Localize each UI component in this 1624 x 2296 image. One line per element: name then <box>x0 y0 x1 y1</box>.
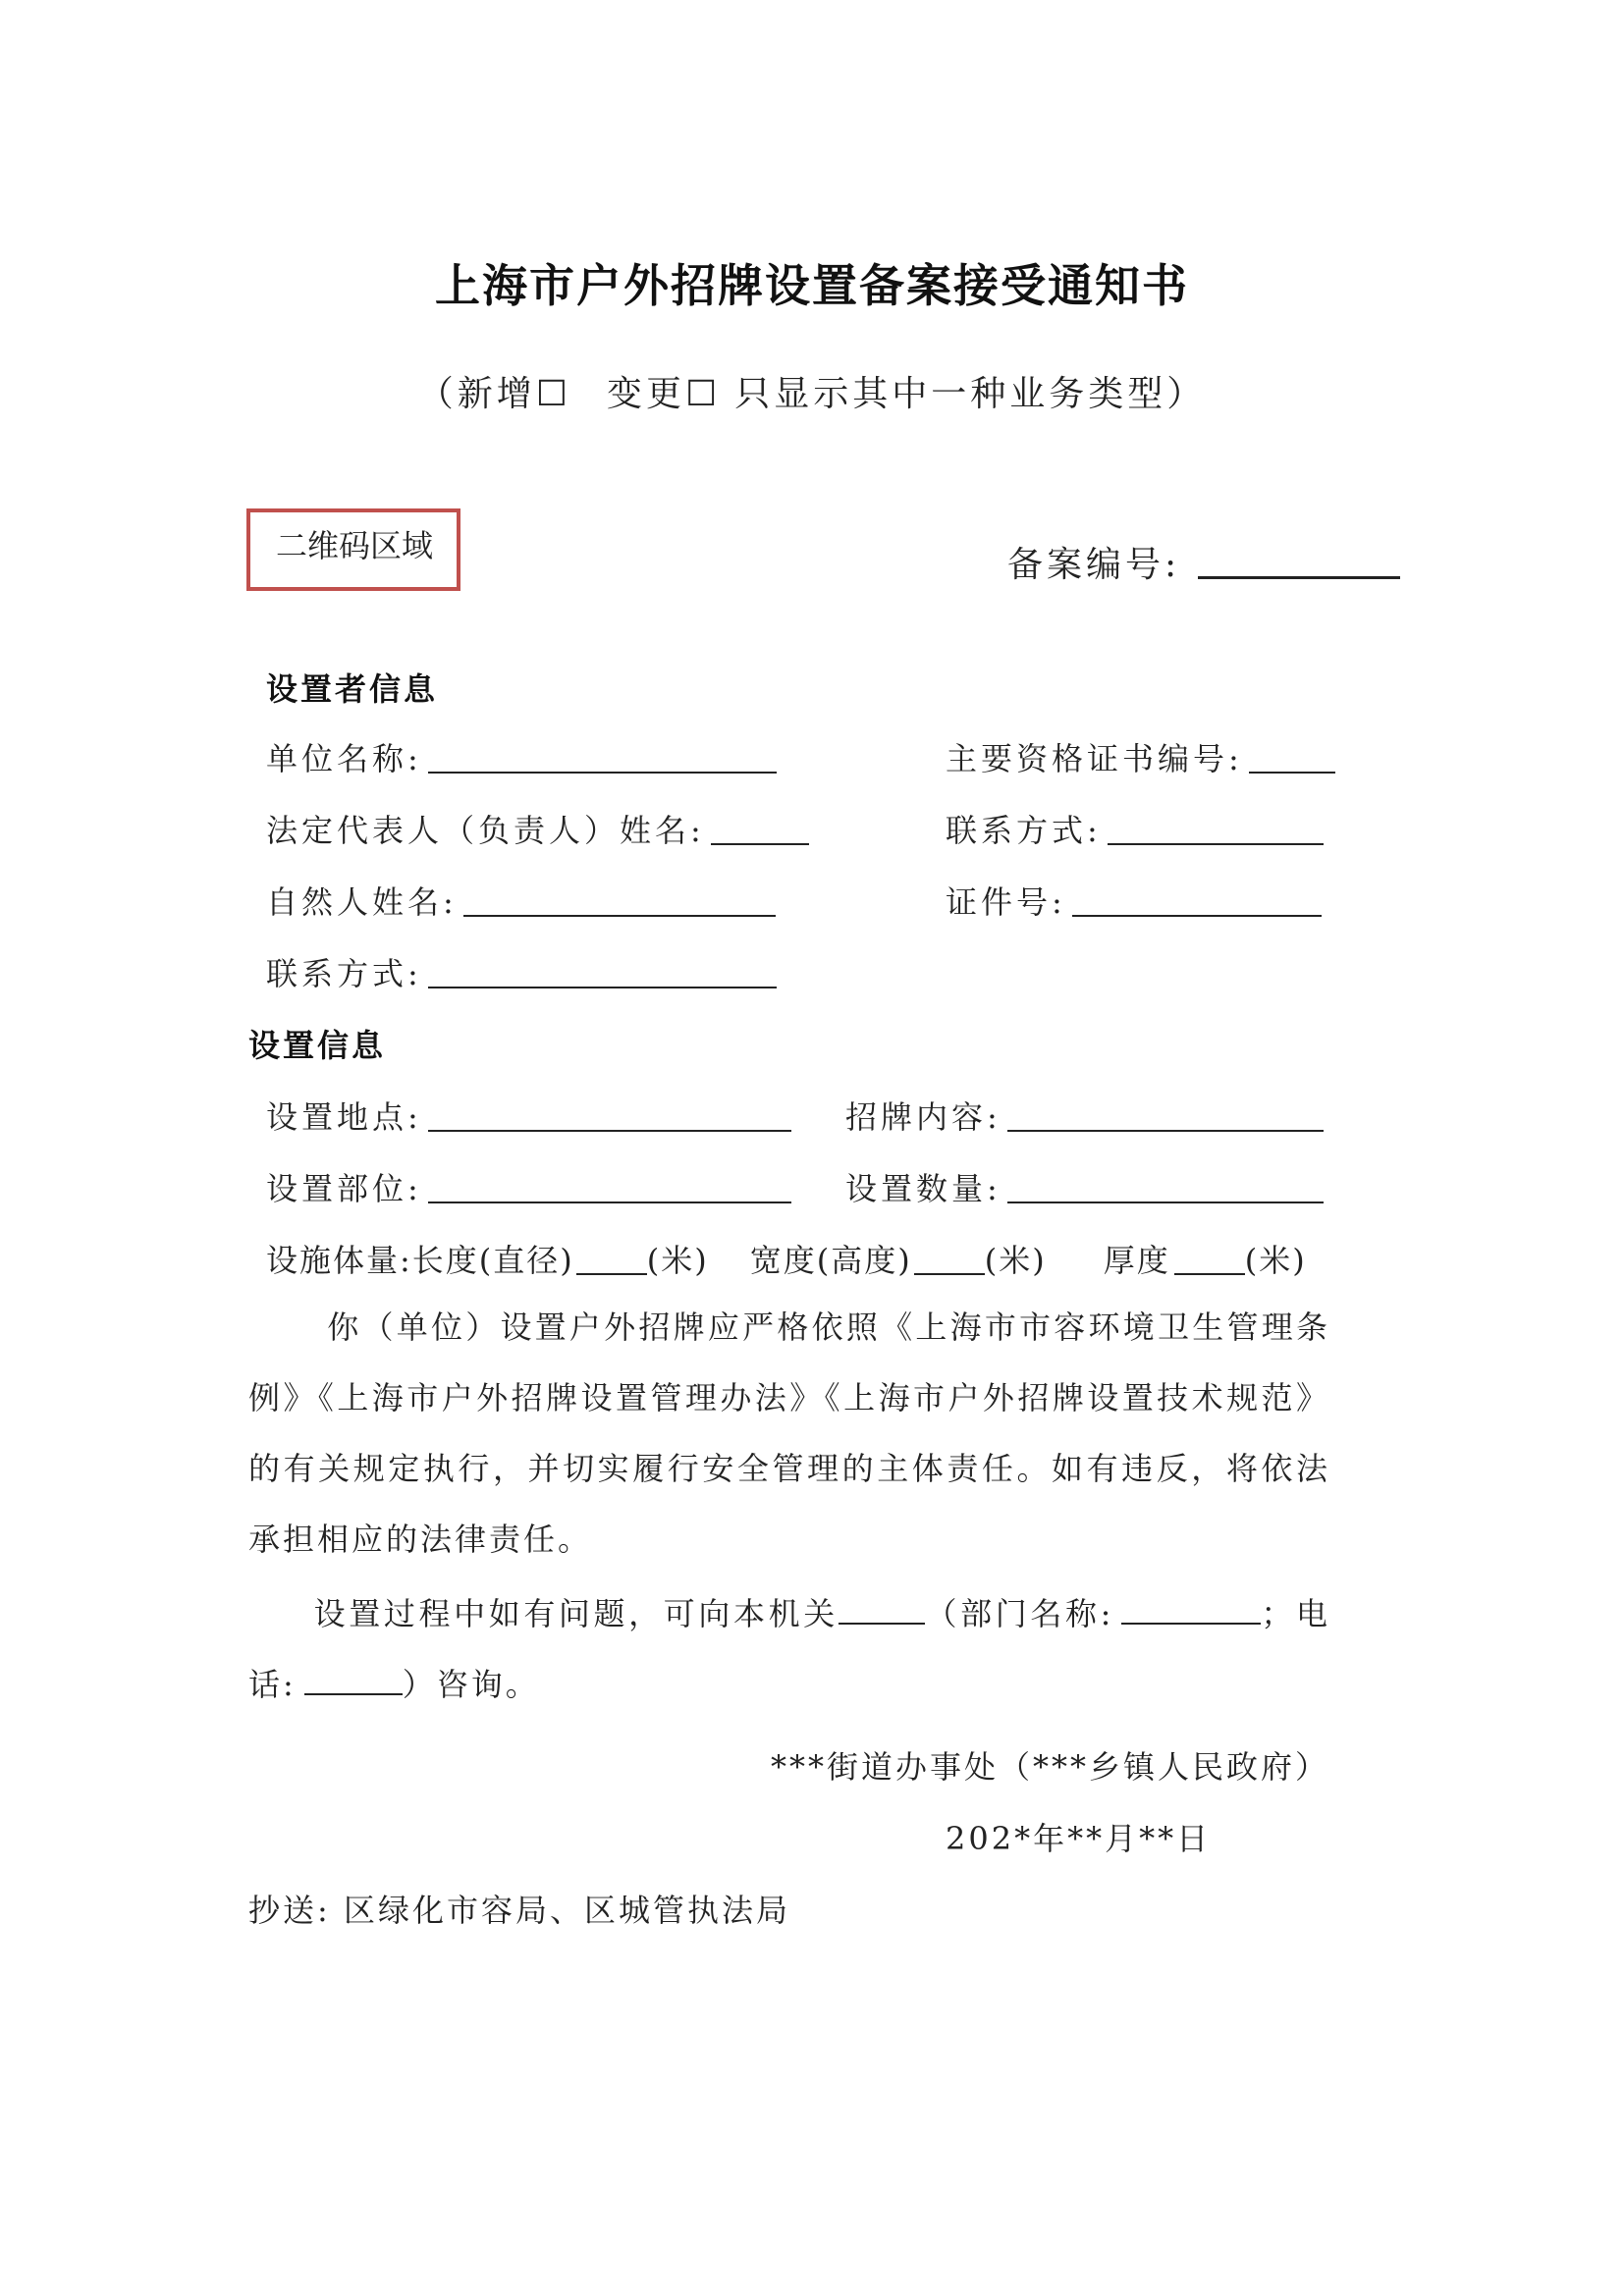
business-type-line <box>0 366 1624 416</box>
compliance-paragraph <box>248 1292 1330 1575</box>
contact-field-2 <box>266 949 777 994</box>
cert-no-label: 主要资格证书编号: <box>946 740 1243 777</box>
setter-info-heading: 设置者信息 <box>266 670 439 708</box>
id-no-label: 证件号: <box>946 883 1066 921</box>
inquiry-text-b: （部门名称: <box>924 1595 1114 1632</box>
type-note: 只显示其中一种业务类型） <box>734 374 1207 414</box>
agency-blank <box>839 1599 925 1625</box>
unit-name-blank <box>428 771 777 774</box>
compliance-text: 你（单位）设置户外招牌应严格依照《上海市市容环境卫生管理条例》《上海市户外招牌设置管理办法》《上海市户外招牌设置技术规范》的有关规定执行，并切实履行安全管理的主体责任。如有违反，将依法承担相应的法律责任。 <box>248 1308 1330 1558</box>
cert-no-field <box>946 734 1335 779</box>
natural-person-label: 自然人姓名: <box>266 883 458 921</box>
thickness-unit: (米) <box>1244 1242 1307 1279</box>
natural-person-blank <box>463 914 776 917</box>
inquiry-paragraph <box>248 1578 1330 1720</box>
setting-info-heading: 设置信息 <box>248 1027 387 1064</box>
inquiry-text-c: ；电话: <box>248 1595 1330 1703</box>
contact-label-1: 联系方式: <box>946 812 1102 849</box>
length-label: 长度(直径) <box>411 1242 574 1279</box>
issue-date: 202*年**月**日 <box>946 1820 1212 1857</box>
inquiry-text-a: 设置过程中如有问题，可向本机关 <box>313 1595 839 1632</box>
width-blank <box>914 1272 985 1275</box>
type-new: （新增☐ <box>417 374 571 414</box>
part-field <box>266 1164 791 1209</box>
part-label: 设置部位: <box>266 1170 422 1207</box>
id-no-field <box>946 878 1322 923</box>
unit-name-field <box>266 734 777 779</box>
length-blank <box>576 1272 647 1275</box>
volume-label: 设施体量: <box>266 1242 412 1279</box>
cc-line: 抄送: 区绿化市容局、区城管执法局 <box>248 1892 790 1929</box>
location-field <box>266 1093 791 1138</box>
legal-rep-blank <box>711 842 809 845</box>
width-unit: (米) <box>984 1242 1047 1279</box>
issuing-authority: ***街道办事处（***乡镇人民政府） <box>770 1748 1329 1786</box>
qr-area-label: 二维码区域 <box>276 527 434 564</box>
natural-person-field <box>266 878 776 923</box>
location-label: 设置地点: <box>266 1098 422 1136</box>
cert-no-blank <box>1249 771 1335 774</box>
id-no-blank <box>1072 914 1322 917</box>
registration-number <box>1007 537 1400 587</box>
thickness-label: 厚度 <box>1103 1242 1170 1279</box>
document-title: 上海市户外招牌设置备案接受通知书 <box>435 259 1189 312</box>
qr-code-area <box>246 508 460 591</box>
contact-blank-1 <box>1108 842 1324 845</box>
phone-blank <box>304 1670 403 1695</box>
width-label: 宽度(高度) <box>749 1242 912 1279</box>
quantity-field <box>845 1164 1324 1209</box>
quantity-blank <box>1007 1201 1324 1203</box>
unit-name-label: 单位名称: <box>266 740 422 777</box>
quantity-label: 设置数量: <box>845 1170 1001 1207</box>
legal-rep-field <box>266 806 809 851</box>
legal-rep-label: 法定代表人（负责人）姓名: <box>266 812 705 849</box>
contact-label-2: 联系方式: <box>266 955 422 992</box>
content-blank <box>1007 1129 1324 1132</box>
length-unit: (米) <box>646 1242 709 1279</box>
contact-blank-2 <box>428 986 777 988</box>
type-change: 变更☐ <box>606 374 722 414</box>
contact-field-1 <box>946 806 1324 851</box>
content-label: 招牌内容: <box>845 1098 1001 1136</box>
department-blank <box>1121 1599 1261 1625</box>
inquiry-text-d: ）咨询。 <box>402 1666 540 1703</box>
volume-field <box>266 1236 1307 1281</box>
part-blank <box>428 1201 791 1203</box>
registration-number-label: 备案编号: <box>1007 545 1181 585</box>
content-field <box>845 1093 1324 1138</box>
thickness-blank <box>1174 1272 1245 1275</box>
registration-number-blank <box>1198 575 1400 579</box>
location-blank <box>428 1129 791 1132</box>
